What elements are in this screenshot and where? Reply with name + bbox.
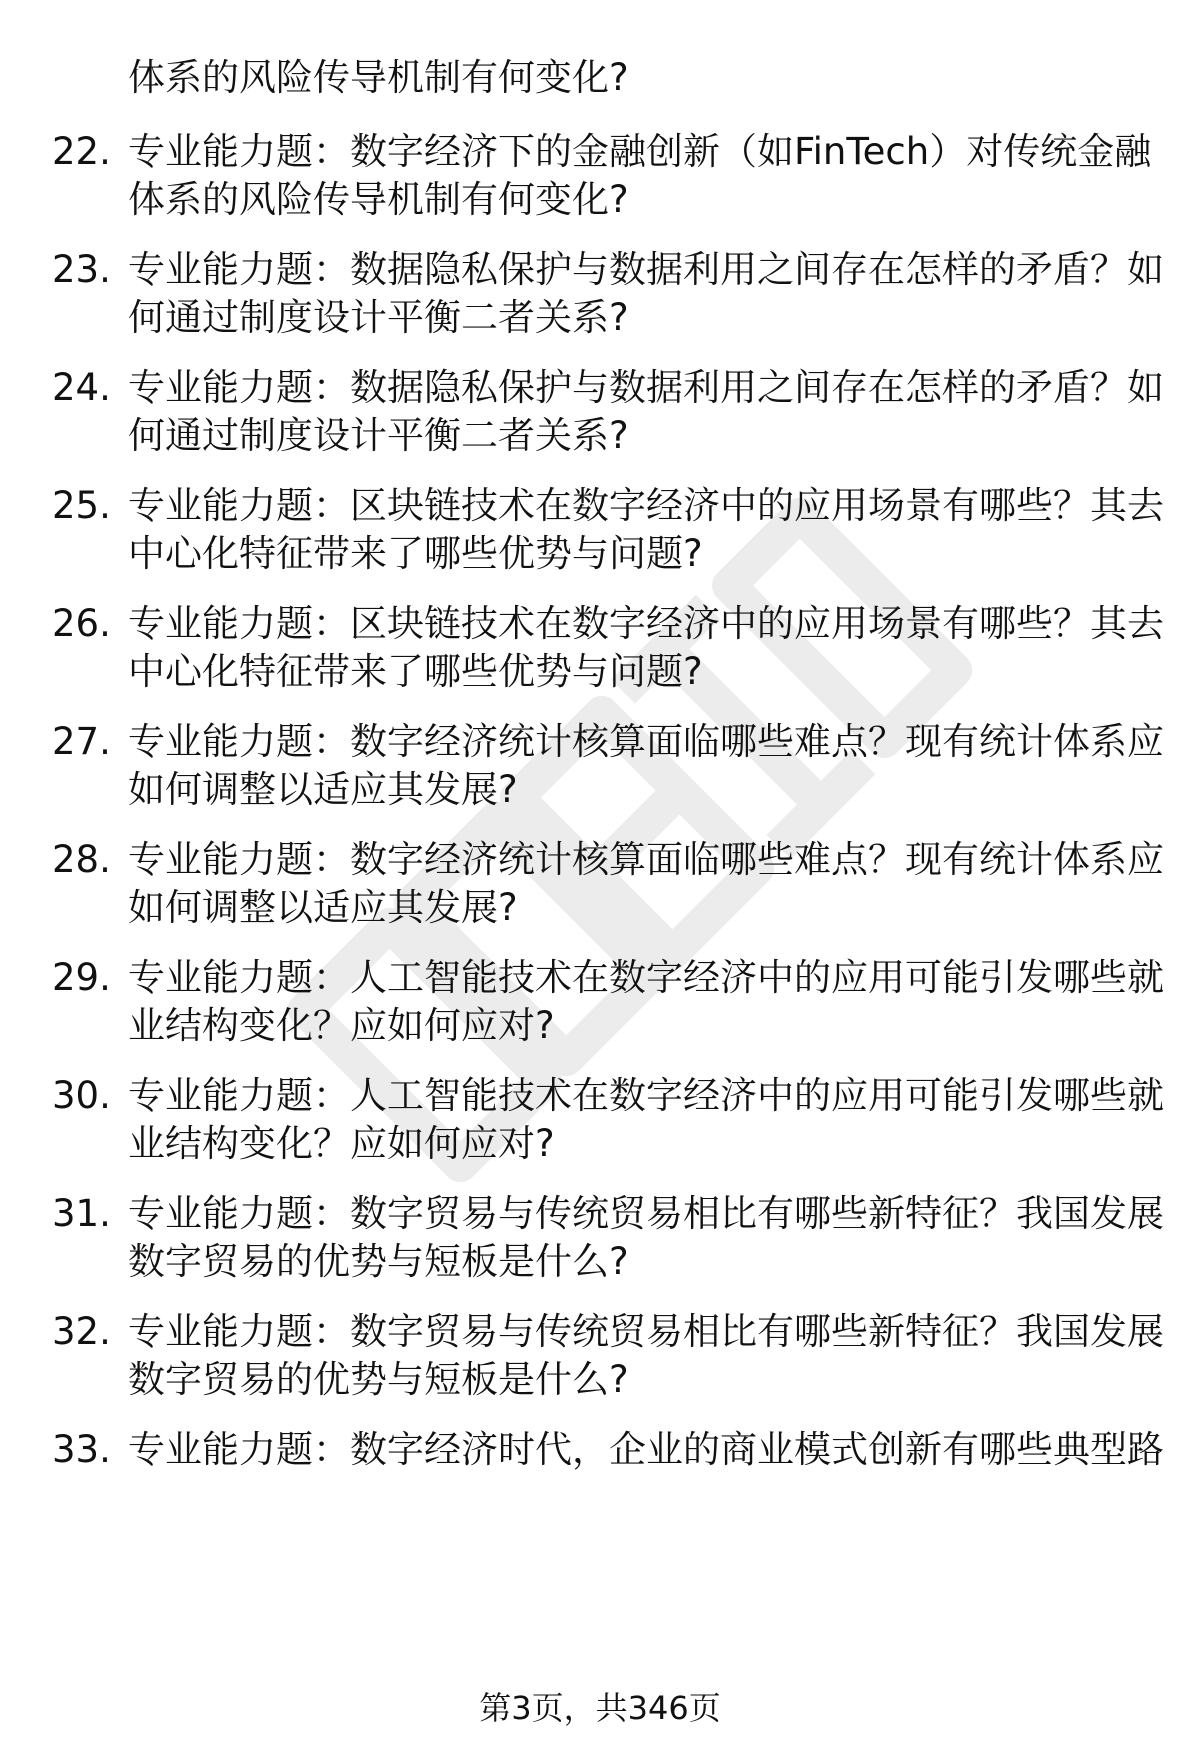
question-number: 27. xyxy=(52,720,111,763)
question-text-line2: 如何调整以适应其发展? xyxy=(128,886,518,929)
question-text-line2: 数字贸易的优势与短板是什么? xyxy=(128,1240,629,1283)
question-text-line2: 体系的风险传导机制有何变化? xyxy=(128,178,629,221)
question-number: 29. xyxy=(52,956,111,999)
question-number: 22. xyxy=(52,130,111,173)
question-number: 26. xyxy=(52,602,111,645)
question-text-line2: 何通过制度设计平衡二者关系? xyxy=(128,296,629,339)
continued-question-line: 体系的风险传导机制有何变化? xyxy=(128,56,629,99)
question-text-line1: 专业能力题：数字经济统计核算面临哪些难点？现有统计体系应 xyxy=(128,838,1164,881)
question-text-line2: 如何调整以适应其发展? xyxy=(128,768,518,811)
question-text-line2: 业结构变化？应如何应对? xyxy=(128,1122,555,1165)
question-text-line1: 专业能力题：区块链技术在数字经济中的应用场景有哪些？其去 xyxy=(128,484,1164,527)
question-number: 25. xyxy=(52,484,111,527)
question-text-line1: 专业能力题：数字贸易与传统贸易相比有哪些新特征？我国发展 xyxy=(128,1192,1164,1235)
question-text-line1: 专业能力题：数据隐私保护与数据利用之间存在怎样的矛盾？如 xyxy=(128,248,1164,291)
page-footer: 第3页，共346页 xyxy=(479,1689,721,1727)
question-text-line1: 专业能力题：人工智能技术在数字经济中的应用可能引发哪些就 xyxy=(128,956,1164,999)
question-text-line2: 业结构变化？应如何应对? xyxy=(128,1004,555,1047)
question-text-line2: 中心化特征带来了哪些优势与问题? xyxy=(128,532,703,575)
question-text-line1: 专业能力题：数字经济统计核算面临哪些难点？现有统计体系应 xyxy=(128,720,1164,763)
question-number: 30. xyxy=(52,1074,111,1117)
question-text-line2: 中心化特征带来了哪些优势与问题? xyxy=(128,650,703,693)
question-text-line1: 专业能力题：区块链技术在数字经济中的应用场景有哪些？其去 xyxy=(128,602,1164,645)
question-number: 33. xyxy=(52,1428,111,1471)
question-text-line2: 何通过制度设计平衡二者关系? xyxy=(128,414,629,457)
question-text-line1: 专业能力题：数字经济下的金融创新（如FinTech）对传统金融 xyxy=(128,130,1152,173)
question-number: 24. xyxy=(52,366,111,409)
question-number: 23. xyxy=(52,248,111,291)
question-text-line1: 专业能力题：数字经济时代，企业的商业模式创新有哪些典型路 xyxy=(128,1428,1164,1471)
question-text-line2: 数字贸易的优势与短板是什么? xyxy=(128,1358,629,1401)
question-text-line1: 专业能力题：数字贸易与传统贸易相比有哪些新特征？我国发展 xyxy=(128,1310,1164,1353)
question-number: 32. xyxy=(52,1310,111,1353)
question-number: 28. xyxy=(52,838,111,881)
question-text-line1: 专业能力题：数据隐私保护与数据利用之间存在怎样的矛盾？如 xyxy=(128,366,1164,409)
question-text-line1: 专业能力题：人工智能技术在数字经济中的应用可能引发哪些就 xyxy=(128,1074,1164,1117)
question-number: 31. xyxy=(52,1192,111,1235)
